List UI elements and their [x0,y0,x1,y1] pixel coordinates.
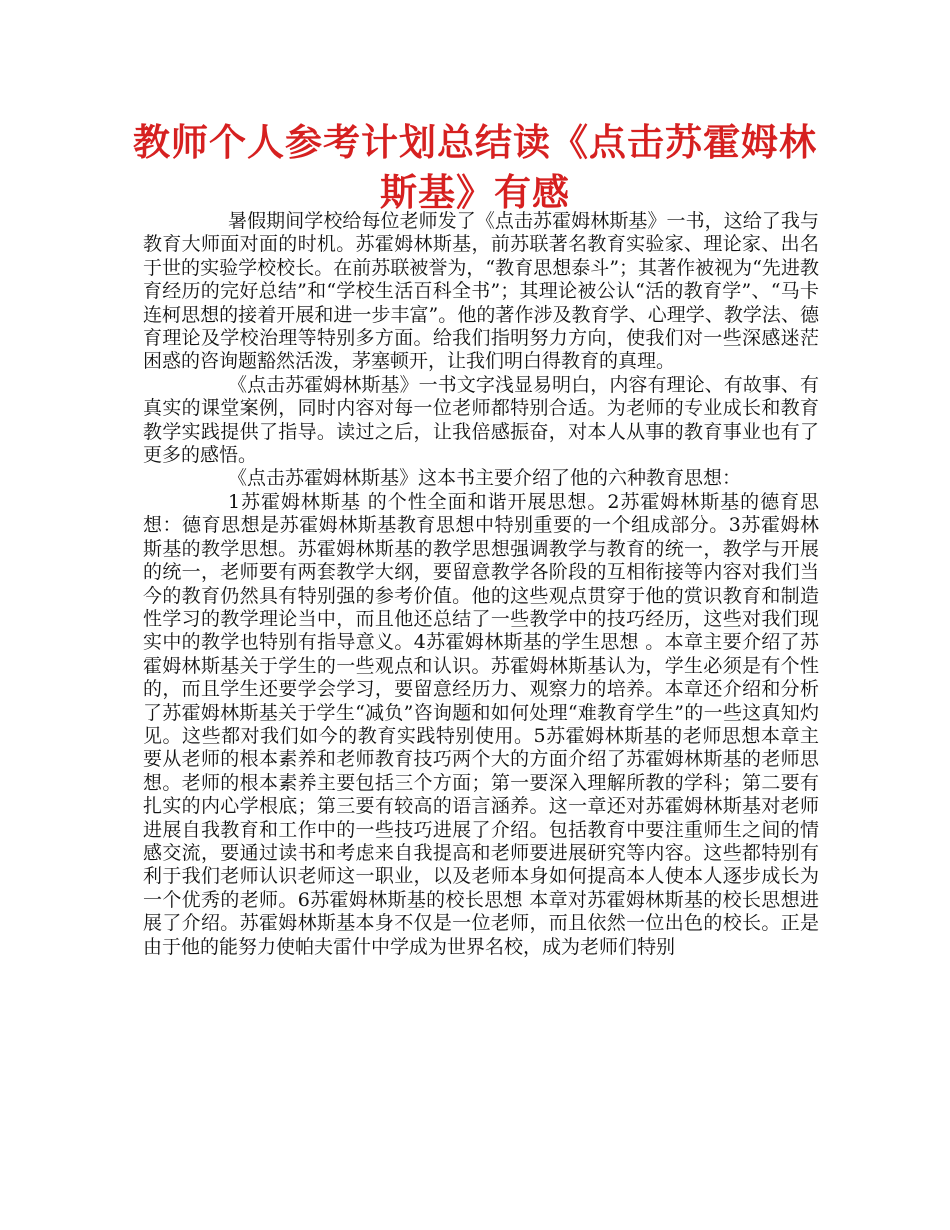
document-body [143,210,819,959]
paragraph-six-thoughts-detail: 1苏霍姆林斯基 的个性全面和谐开展思想。2苏霍姆林斯基的德育思想：德育思想是苏霍姆林斯基教育思想中特别重要的一个组成部分。3苏霍姆林斯基的教学思想。苏霍姆林斯基的教学思想强调教学与教育的统一，教学与开展的统一，老师要有两套教学大纲，要留意教学各阶段的互相衔接等内容对我们当今的教育仍然具有特别强的参考价值。他的这些观点贯穿于他的赏识教育和制造性学习的教学理论当中，而且他还总结了一些教学中的技巧经历，这些对我们现实中的教学也特别有指导意义。4苏霍姆林斯基的学生思想 。本章主要介绍了苏霍姆林斯基关于学生的一些观点和认识。苏霍姆林斯基认为，学生必须是有个性的，而且学生还要学会学习，要留意经历力、观察力的培养。本章还介绍和分析了苏霍姆林斯基关于学生“减负”咨询题和如何处理“难教育学生”的一些这真知灼见。这些都对我们如今的教育实践特别使用。5苏霍姆林斯基的老师思想本章主要从老师的根本素养和老师教育技巧两个大的方面介绍了苏霍姆林斯基的老师思想。老师的根本素养主要包括三个方面；第一要深入理解所教的学科；第二要有扎实的内心学根底；第三要有较高的语言涵养。这一章还对苏霍姆林斯基对老师进展自我教育和工作中的一些技巧进展了介绍。包括教育中要注重师生之间的情感交流，要通过读书和考虑来自我提高和老师要进展研究等内容。这些都特别有利于我们老师认识老师这一职业，以及老师本身如何提高本人使本人逐步成长为一个优秀的老师。6苏霍姆林斯基的校长思想 本章对苏霍姆林斯基的校长思想进展了介绍。苏霍姆林斯基本身不仅是一位老师，而且依然一位出色的校长。正是由于他的能努力使帕夫雷什中学成为世界名校，成为老师们特别 [143,490,819,958]
document-title: 教师个人参考计划总结读《点击苏霍姆林斯基》有感 [133,121,817,214]
paragraph-intro: 暑假期间学校给每位老师发了《点击苏霍姆林斯基》一书，这给了我与教育大师面对面的时机。苏霍姆林斯基，前苏联著名教育实验家、理论家、出名于世的实验学校校长。在前苏联被誉为，“教育思想泰斗”；其著作被视为“先进教育经历的完好总结”和“学校生活百科全书”；其理论被公认“活的教育学”、“马卡连柯思想的接着开展和进一步丰富”。他的著作涉及教育学、心理学、教学法、德育理论及学校治理等特别多方面。给我们指明努力方向，使我们对一些深感迷茫困惑的咨询题豁然活泼，茅塞顿开，让我们明白得教育的真理。 [143,210,819,373]
paragraph-book-summary: 《点击苏霍姆林斯基》一书文字浅显易明白，内容有理论、有故事、有真实的课堂案例，同时内容对每一位老师都特别合适。为老师的专业成长和教育教学实践提供了指导。读过之后，让我倍感振奋，对本人从事的教育事业也有了更多的感悟。 [143,373,819,467]
paragraph-six-thoughts-intro: 《点击苏霍姆林斯基》这本书主要介绍了他的六种教育思想： [228,467,742,490]
